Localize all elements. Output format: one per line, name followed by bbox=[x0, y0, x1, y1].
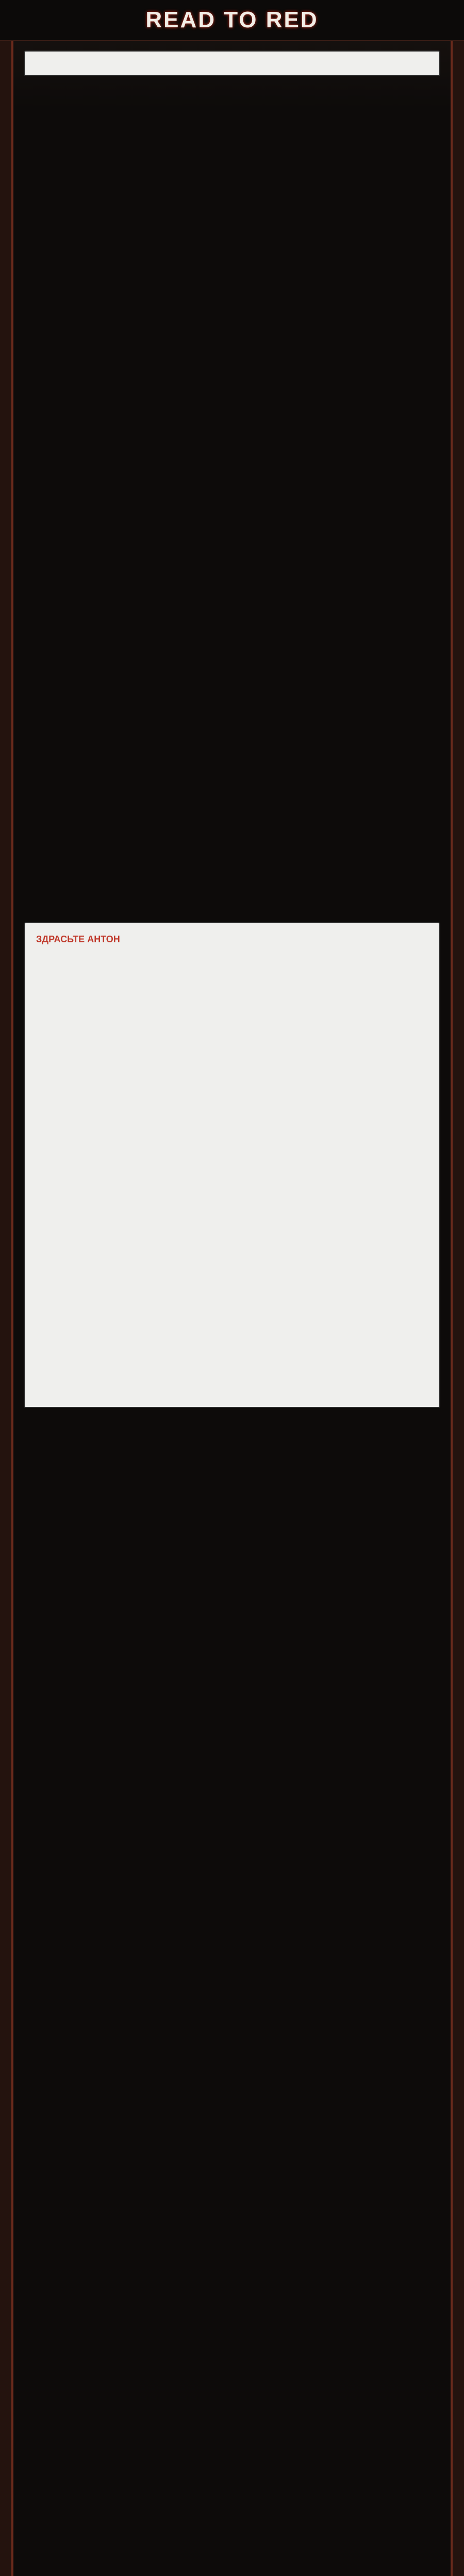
comment bbox=[36, 1265, 428, 1279]
comment bbox=[36, 955, 428, 969]
comment bbox=[36, 1176, 428, 1190]
comment bbox=[36, 1198, 428, 1212]
comment bbox=[36, 1132, 428, 1146]
comment bbox=[36, 1243, 428, 1257]
comment bbox=[36, 1353, 428, 1367]
comments-panel bbox=[24, 922, 440, 1408]
comment bbox=[36, 999, 428, 1013]
page-header bbox=[0, 0, 464, 41]
comment-username: ЗДРАСЬТЕ АНТОН bbox=[36, 934, 120, 944]
comment bbox=[36, 1221, 428, 1234]
comment bbox=[36, 1154, 428, 1168]
comment bbox=[36, 933, 428, 946]
comment bbox=[36, 1309, 428, 1323]
comment bbox=[36, 1331, 428, 1345]
comment bbox=[36, 1110, 428, 1124]
comment bbox=[36, 1065, 428, 1079]
comment bbox=[36, 977, 428, 991]
comment bbox=[36, 1021, 428, 1035]
page-title: READ TO RED bbox=[145, 7, 319, 32]
comment bbox=[36, 1088, 428, 1101]
article-panel bbox=[24, 50, 440, 76]
comment bbox=[36, 1043, 428, 1057]
comment bbox=[36, 1376, 428, 1389]
comment bbox=[36, 1287, 428, 1301]
